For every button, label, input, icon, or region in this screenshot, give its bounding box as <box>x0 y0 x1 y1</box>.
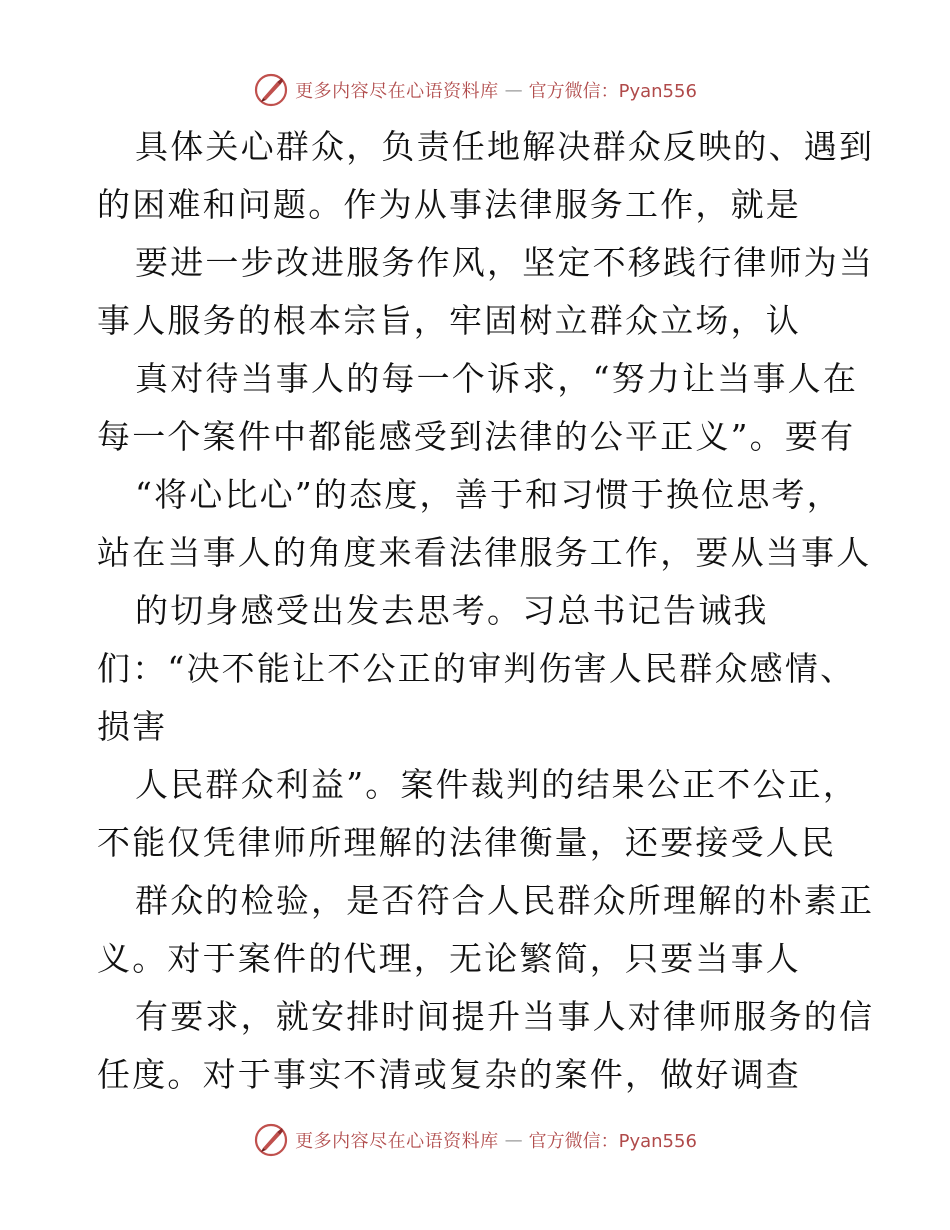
text-line: 群众的检验，是否符合人民群众所理解的朴素正 <box>135 881 875 920</box>
text-line: “将心比心”的态度，善于和习惯于换位思考， <box>135 475 842 514</box>
text-line: 每一个案件中都能感受到法律的公平正义”。要有 <box>97 417 856 456</box>
text-line: 站在当事人的角度来看法律服务工作，要从当事人 <box>97 533 872 572</box>
text-line: 真对待当事人的每一个诉求，“努力让当事人在 <box>135 359 859 398</box>
text-line: 具体关心群众，负责任地解决群众反映的、遇到 <box>135 127 875 166</box>
text-line: 有要求，就安排时间提升当事人对律师服务的信 <box>135 997 875 1036</box>
footer-watermark <box>0 1120 950 1160</box>
watermark-separator: — <box>504 1129 523 1151</box>
text-line: 人民群众利益”。案件裁判的结果公正不公正， <box>135 765 859 804</box>
text-line: 的困难和问题。作为从事法律服务工作，就是 <box>97 185 801 224</box>
watermark-contact: 官方微信：Pyan556 <box>528 81 697 102</box>
text-line: 的切身感受出发去思考。习总书记告诫我 <box>135 591 769 630</box>
watermark-contact: 官方微信：Pyan556 <box>528 1131 697 1152</box>
quill-pen-logo-icon <box>253 1122 289 1158</box>
text-line: 要进一步改进服务作风，坚定不移践行律师为当 <box>135 243 875 282</box>
watermark-separator: — <box>504 79 523 101</box>
text-line: 事人服务的根本宗旨，牢固树立群众立场，认 <box>97 301 801 340</box>
text-line: 不能仅凭律师所理解的法律衡量，还要接受人民 <box>97 823 837 862</box>
text-line: 任度。对于事实不清或复杂的案件，做好调查 <box>97 1055 801 1094</box>
watermark-slogan: 更多内容尽在心语资料库 <box>295 1131 499 1152</box>
text-line: 损害 <box>97 707 168 746</box>
watermark-slogan: 更多内容尽在心语资料库 <box>295 81 499 102</box>
text-line: 们：“决不能让不公正的审判伤害人民群众感情、 <box>97 649 856 688</box>
text-line: 义。对于案件的代理，无论繁简，只要当事人 <box>97 939 801 978</box>
